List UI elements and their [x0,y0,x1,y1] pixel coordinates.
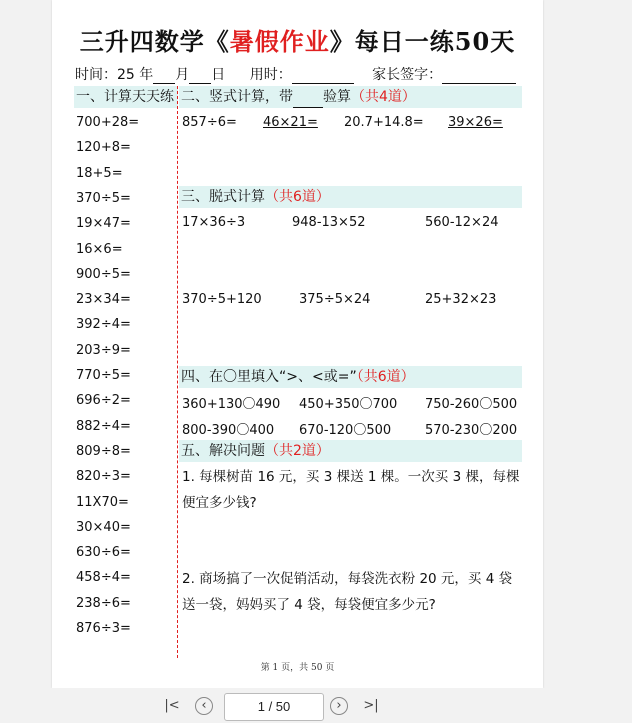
mental-math-item: 630÷6= [76,545,131,561]
compare-item: 450+350〇700 [299,397,398,412]
mental-math-item: 11X70= [76,494,129,510]
mental-math-item: 203÷9= [76,342,131,358]
section-1-header [74,86,178,108]
info-line [75,64,516,84]
mental-math-item: 16×6= [76,241,123,257]
pdf-toolbar [0,688,632,723]
signature-label: 家长签字： [372,67,443,83]
compare-item: 670-120〇500 [299,423,392,438]
section-5-header [179,440,522,462]
mental-math-item: 392÷4= [76,317,131,333]
section-2-header [179,86,522,108]
stepwise-item: 17×36÷3 [182,215,246,230]
vertical-item: 46×21= [263,115,318,130]
title-part3: 》每日一练50天 [329,27,516,56]
title-part1: 三升四数学《 [79,27,230,56]
duration-label: 用时： [249,67,292,83]
document-page [52,0,543,688]
mental-math-item: 809÷8= [76,443,131,459]
vertical-item: 857÷6= [182,115,237,130]
mental-math-item: 696÷2= [76,393,131,409]
section-4-count: （共6道） [356,369,415,385]
prev-page-icon[interactable]: ‹ [195,697,213,715]
section-5-title: 五、解决问题 [181,443,265,459]
section-4-title: 四、在〇里填入“>、<或=” [181,369,357,385]
compare-item: 800-390〇400 [182,423,275,438]
section-2-blank [293,95,323,108]
stepwise-item: 375÷5×24 [299,292,371,307]
vertical-item: 20.7+14.8= [344,115,424,130]
column-divider [177,86,178,658]
mental-math-item: 18+5= [76,165,123,181]
mental-math-item: 238÷6= [76,595,131,611]
title-highlight: 暑假作业 [229,27,330,56]
compare-item: 750-260〇500 [425,397,518,412]
mental-math-item: 23×34= [76,292,131,308]
first-page-icon[interactable]: |< [164,698,180,713]
section-1-title: 一、计算天天练 [76,89,174,105]
page-title [52,22,543,57]
section-2-count: （共4道） [351,89,416,105]
vertical-item: 39×26= [448,115,503,130]
section-5-count: （共2道） [265,443,330,459]
mental-math-item: 876÷3= [76,621,131,636]
mental-math-item: 19×47= [76,216,131,232]
section-2-title-tail: 验算 [323,89,351,105]
section-4-header [179,366,522,388]
page-number-input[interactable] [224,693,324,721]
section-3-header [179,186,522,208]
page-footer: 第 1 页，共 50 页 [260,663,335,673]
compare-item: 360+130〇490 [182,397,281,412]
mental-math-item: 882÷4= [76,418,131,434]
word-problem-1: 1. 每棵树苗 16 元，买 3 棵送 1 棵。一次买 3 棵，每棵便宜多少钱? [182,469,520,511]
next-page-icon[interactable]: › [330,697,348,715]
stepwise-item: 560-12×24 [425,215,499,230]
mental-math-item: 458÷4= [76,570,131,586]
stepwise-item: 25+32×23 [425,292,497,307]
last-page-icon[interactable]: >| [363,698,379,713]
day-blank [189,69,211,84]
stepwise-item: 370÷5+120 [182,292,262,307]
mental-math-item: 820÷3= [76,469,131,485]
word-problem-2: 2. 商场搞了一次促销活动，每袋洗衣粉 20 元，买 4 袋送一袋，妈妈买了 4 袋，每袋便宜多少元? [182,571,513,613]
mental-math-item: 120+8= [76,140,131,156]
month-blank [153,69,175,84]
section-3-count: （共6道） [265,189,330,205]
section-2-title: 二、竖式计算，带 [181,89,293,105]
mental-math-item: 700+28= [76,115,140,130]
day-label: 日 [211,67,226,83]
month-label: 月 [175,67,190,83]
mental-math-item: 770÷5= [76,368,131,383]
compare-item: 570-230〇200 [425,423,518,438]
signature-blank [442,69,516,84]
mental-math-item: 370÷5= [76,190,131,206]
mental-math-item: 30×40= [76,519,131,535]
mental-math-item: 900÷5= [76,266,131,282]
time-label: 时间：25 年 [75,67,154,83]
section-3-title: 三、脱式计算 [181,189,265,205]
duration-blank [292,69,354,84]
stepwise-item: 948-13×52 [292,215,366,230]
